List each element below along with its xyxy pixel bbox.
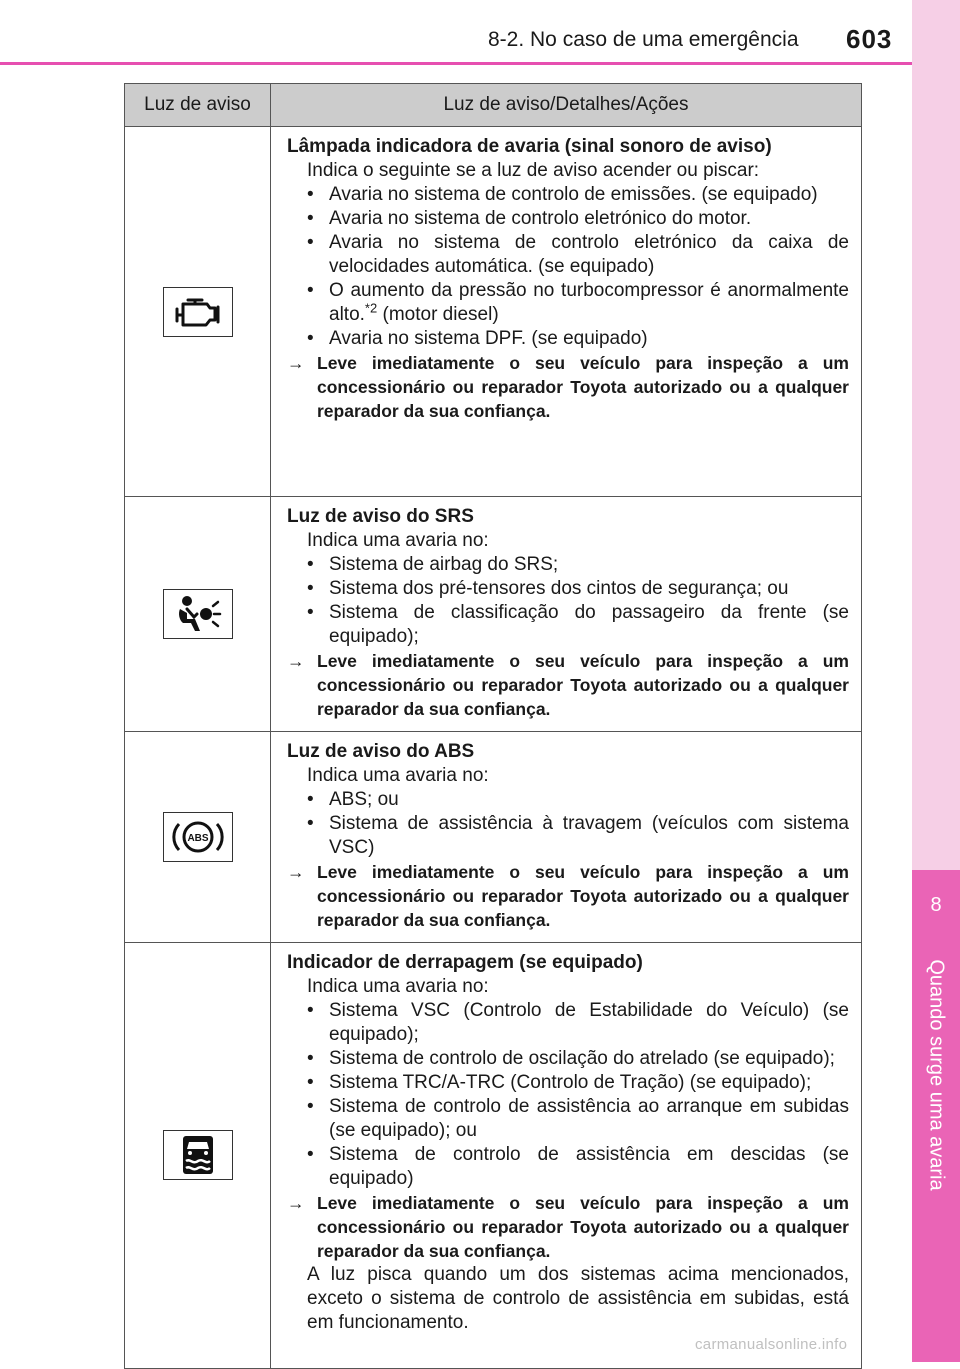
warning-intro: Indica uma avaria no: [307,530,489,551]
side-tab-background [912,0,960,870]
chapter-title: Quando surge uma avaria [925,959,948,1191]
warning-title: Indicador de derrapagem (se equipado) [287,952,643,973]
table-row [125,943,862,1369]
action-instruction: → Leve imediatamente o seu veículo para inspeção a um concessionário ou reparador Toyota autorizado ou a qualquer reparador da sua confiança. [287,351,849,423]
warning-intro: Indica uma avaria no: [307,765,489,786]
footer-watermark: carmanualsonline.info [695,1336,848,1353]
column-header-warning-light: Luz de aviso [125,84,271,127]
list-item: • ABS; ou [287,788,849,812]
engine-check-icon [163,287,233,337]
list-item-tail: (motor diesel) [377,304,499,325]
action-instruction: → Leve imediatamente o seu veículo para inspeção a um concessionário ou reparador Toyota autorizado ou a qualquer reparador da sua confiança. [287,649,849,721]
warning-title: Lâmpada indicadora de avaria (sinal sonoro de aviso) [287,136,772,157]
icon-cell [125,943,271,1369]
list-item: • Sistema dos pré-tensores dos cintos de segurança; ou [287,577,849,601]
table-header-row [125,84,862,127]
list-item: • Avaria no sistema DPF. (se equipado) [287,327,849,351]
icon-cell [125,497,271,732]
icon-cell [125,127,271,497]
icon-cell [125,732,271,943]
list-item: • Sistema de airbag do SRS; [287,553,849,577]
warning-lights-table [124,83,862,1369]
list-item: • Sistema de controlo de assistência em descidas (se equipado) [287,1143,849,1191]
list-item-text: O aumento da pressão no turbocompressor é anormalmente alto. [329,280,849,325]
list-item: • Sistema de controlo de assistência ao arranque em subidas (se equipado); ou [287,1095,849,1143]
warning-intro: Indica o seguinte se a luz de aviso acender ou piscar: [307,160,760,181]
list-item: • Avaria no sistema de controlo eletrónico do motor. [287,207,849,231]
list-item: • Sistema de assistência à travagem (veículos com sistema VSC) [287,812,849,860]
chapter-number: 8 [930,894,942,916]
warning-title: Luz de aviso do SRS [287,506,474,527]
description-cell [271,497,862,732]
table-row [125,127,862,497]
column-header-details: Luz de aviso/Detalhes/Ações [271,84,862,127]
description-cell [271,943,862,1369]
abs-icon-label: ABS [186,833,209,844]
list-item: • Sistema TRC/A-TRC (Controlo de Tração) (se equipado); [287,1071,849,1095]
action-instruction: → Leve imediatamente o seu veículo para inspeção a um concessionário ou reparador Toyota autorizado ou a qualquer reparador da sua confiança. [287,1191,849,1263]
srs-airbag-icon [163,589,233,639]
list-item [287,279,849,327]
list-item: • Avaria no sistema de controlo de emissões. (se equipado) [287,183,849,207]
warning-title: Luz de aviso do ABS [287,741,475,762]
header-divider [0,62,912,65]
table-row [125,497,862,732]
list-item: • Sistema de controlo de oscilação do atrelado (se equipado); [287,1047,849,1071]
list-item: • Sistema VSC (Controlo de Estabilidade do Veículo) (se equipado); [287,999,849,1047]
description-cell [271,127,862,497]
description-cell [271,732,862,943]
section-title: 8-2. No caso de uma emergência [488,28,799,51]
footnote-marker: *2 [364,300,378,316]
warning-intro: Indica uma avaria no: [307,976,489,997]
action-instruction: → Leve imediatamente o seu veículo para inspeção a um concessionário ou reparador Toyota autorizado ou a qualquer reparador da sua confiança. [287,860,849,932]
list-item: • Avaria no sistema de controlo eletrónico da caixa de velocidades automática. (se equipado) [287,231,849,279]
page-number: 603 [846,24,893,54]
table-row [125,732,862,943]
slip-indicator-icon [163,1130,233,1180]
warning-note: A luz pisca quando um dos sistemas acima mencionados, exceto o sistema de controlo de assistência em subidas, está em funcionamento. [307,1264,849,1333]
list-item: • Sistema de classificação do passageiro da frente (se equipado); [287,601,849,649]
abs-icon [163,812,233,862]
